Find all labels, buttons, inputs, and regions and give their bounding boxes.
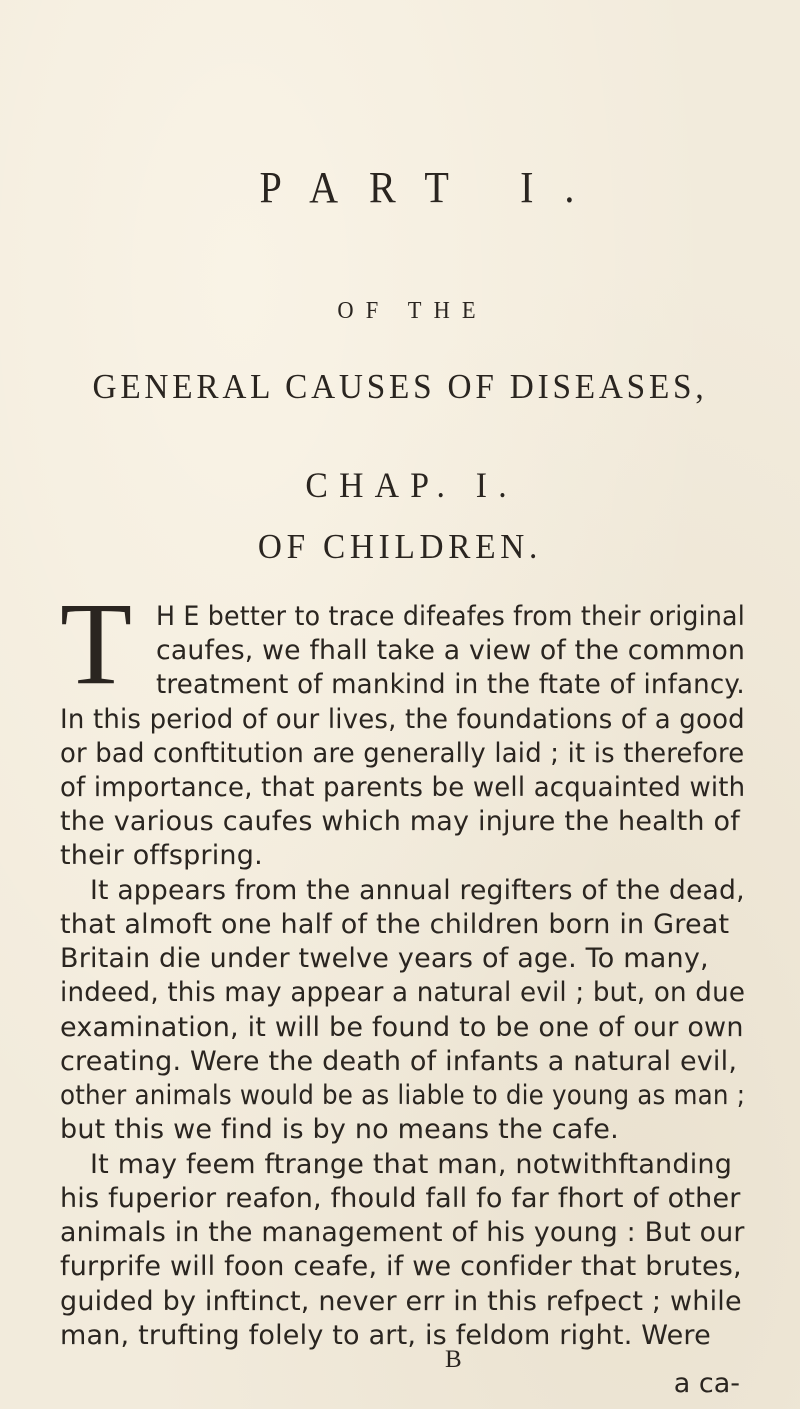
body-line: creating. Were the death of infants a natural evil, — [60, 1046, 738, 1077]
body-line: that almoft one half of the children born in Great — [60, 909, 730, 940]
drop-cap: T — [60, 578, 133, 709]
body-line: H E better to trace difeafes from their original — [156, 601, 745, 632]
chapter-title: CHAP. I. — [305, 465, 518, 505]
body-line: In this period of our lives, the foundations of a good — [60, 704, 745, 735]
section-title: GENERAL CAUSES OF DISEASES, — [92, 367, 708, 406]
body-line: furprife will foon ceafe, if we confider that brutes, — [60, 1251, 742, 1282]
body-line: treatment of mankind in the ftate of infancy. — [156, 669, 745, 700]
body-line: Britain die under twelve years of age. To many, — [60, 943, 709, 974]
body-line: of importance, that parents be well acquainted with — [60, 772, 746, 803]
body-line: their offspring. — [60, 840, 263, 871]
body-line: the various caufes which may injure the health of — [60, 806, 740, 837]
body-line: animals in the management of his young : But our — [60, 1217, 745, 1248]
body-line: It may feem ftrange that man, notwithftanding — [90, 1149, 733, 1180]
body-line: guided by inftinct, never err in this refpect ; while — [60, 1286, 742, 1317]
signature-mark: B — [445, 1346, 462, 1373]
body-line: man, trufting folely to art, is feldom right. Were — [60, 1320, 711, 1351]
part-title: PART I. — [259, 163, 606, 212]
chapter-subject: OF CHILDREN. — [257, 527, 543, 566]
body-line: It appears from the annual regifters of the dead, — [90, 875, 745, 906]
body-line: indeed, this may appear a natural evil ; but, on due — [60, 977, 746, 1008]
body-line: his fuperior reafon, fhould fall fo far fhort of other — [60, 1183, 741, 1214]
body-line: examination, it will be found to be one of our own — [60, 1012, 744, 1043]
body-line: but this we find is by no means the cafe. — [60, 1114, 619, 1145]
body-line: or bad conftitution are generally laid ; it is therefore — [60, 738, 745, 769]
body-line: caufes, we fhall take a view of the common — [156, 635, 746, 666]
catchword: a ca- — [673, 1368, 740, 1399]
of-the-heading: OF THE — [337, 298, 488, 324]
body-line: other animals would be as liable to die young as man ; — [60, 1080, 746, 1111]
